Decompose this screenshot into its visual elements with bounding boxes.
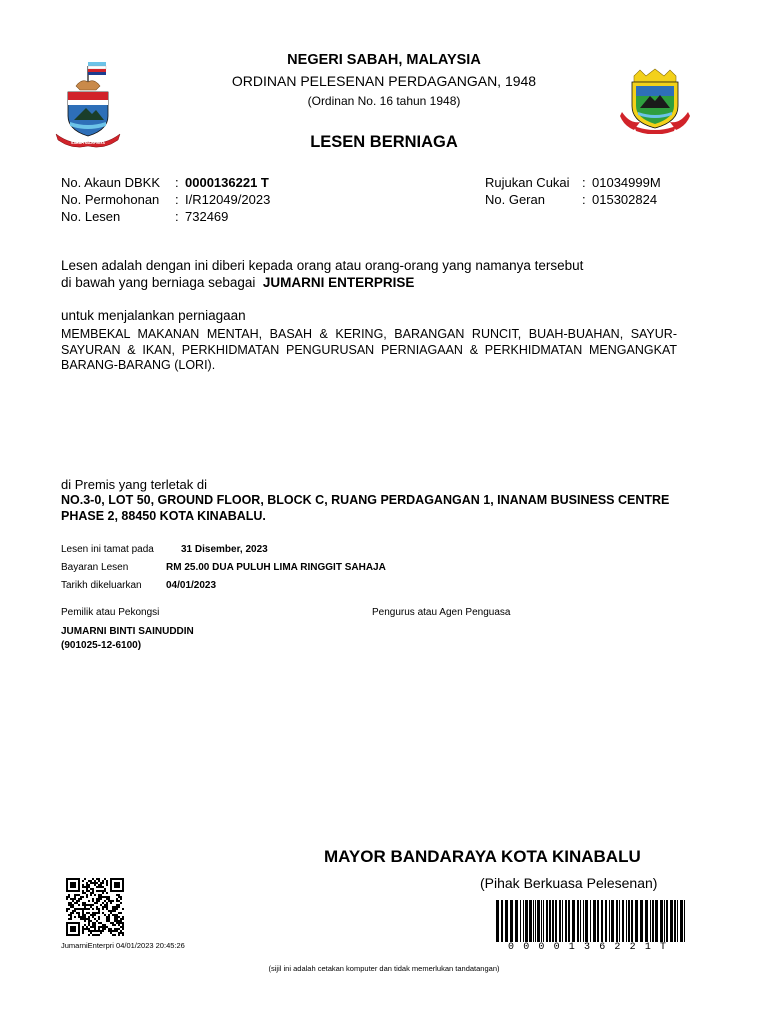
field-label-grant-number: No. Geran (485, 192, 545, 207)
fee-label: Bayaran Lesen (61, 562, 129, 573)
issue-date-value: 04/01/2023 (166, 580, 217, 591)
field-label-tax-reference: Rujukan Cukai (485, 175, 570, 190)
field-label-license-number: No. Lesen (61, 209, 121, 224)
issue-date-label: Tarikh dikeluarkan (61, 580, 142, 591)
field-value-tax-reference: 01034999M (592, 175, 661, 190)
owner-label: Pemilik atau Pekongsi (61, 607, 160, 618)
agent-label: Pengurus atau Agen Penguasa (372, 607, 511, 618)
trade-intro: untuk menjalankan perniagaan (61, 308, 246, 323)
field-separator: : (582, 192, 586, 207)
qr-code (66, 878, 124, 936)
state-heading: NEGERI SABAH, MALAYSIA (287, 52, 481, 68)
field-separator: : (175, 175, 179, 190)
ordinance-reference: (Ordinan No. 16 tahun 1948) (307, 94, 461, 108)
document-title: LESEN BERNIAGA (310, 133, 458, 151)
footer-note: (sijil ini adalah cetakan komputer dan tidak memerlukan tandatangan) (268, 964, 500, 973)
field-value-license-number: 732469 (185, 209, 229, 224)
field-separator: : (175, 209, 179, 224)
fee-value: RM 25.00 DUA PULUH LIMA RINGGIT SAHAJA (166, 562, 386, 573)
field-separator: : (175, 192, 179, 207)
business-name: JUMARNI ENTERPRISE (262, 275, 415, 290)
premises-address: NO.3-0, LOT 50, GROUND FLOOR, BLOCK C, RUANG PERDAGANGAN 1, INANAM BUSINESS CENTRE PHASE 2, 88450 KOTA KINABALU. (61, 493, 670, 523)
grant-statement-prefix: di bawah yang berniaga sebagai (61, 275, 256, 290)
field-label-application-number: No. Permohonan (61, 192, 160, 207)
trade-description: MEMBEKAL MAKANAN MENTAH, BASAH & KERING, BARANGAN RUNCIT, BUAH-BUAHAN, SAYUR-SAYURAN & IKAN, PERKHIDMATAN PENGURUSAN PERNIAGAAN & PERKHIDMATAN MENGANGKAT BARANG-BARANG (LORI). (61, 327, 677, 372)
field-value-account-number: 0000136221 T (185, 175, 269, 190)
authority-title: MAYOR BANDARAYA KOTA KINABALU (324, 847, 641, 866)
field-value-application-number: I/R12049/2023 (185, 192, 271, 207)
qr-caption: JumarniEnterpri 04/01/2023 20:45:26 (61, 941, 185, 950)
grant-statement-line1: Lesen adalah dengan ini diberi kepada orang atau orang-orang yang namanya tersebut (61, 258, 584, 273)
field-label-account-number: No. Akaun DBKK (61, 175, 160, 190)
emblem-motto-text: SABAH MAJU JAYA (71, 141, 105, 145)
owner-name: JUMARNI BINTI SAINUDDIN (61, 626, 194, 637)
barcode-text: 0 0 0 0 1 3 6 2 2 1 T (508, 942, 668, 953)
authority-subtitle: (Pihak Berkuasa Pelesenan) (480, 875, 658, 891)
grant-statement-line2 (61, 275, 414, 290)
ordinance-heading: ORDINAN PELESENAN PERDAGANGAN, 1948 (231, 73, 537, 89)
field-separator: : (582, 175, 586, 190)
premises-intro: di Premis yang terletak di (61, 477, 207, 492)
barcode (496, 900, 686, 942)
owner-ic: (901025-12-6100) (61, 640, 142, 651)
field-value-grant-number: 015302824 (592, 192, 658, 207)
expiry-value: 31 Disember, 2023 (181, 544, 268, 555)
expiry-label: Lesen ini tamat pada (61, 544, 154, 555)
